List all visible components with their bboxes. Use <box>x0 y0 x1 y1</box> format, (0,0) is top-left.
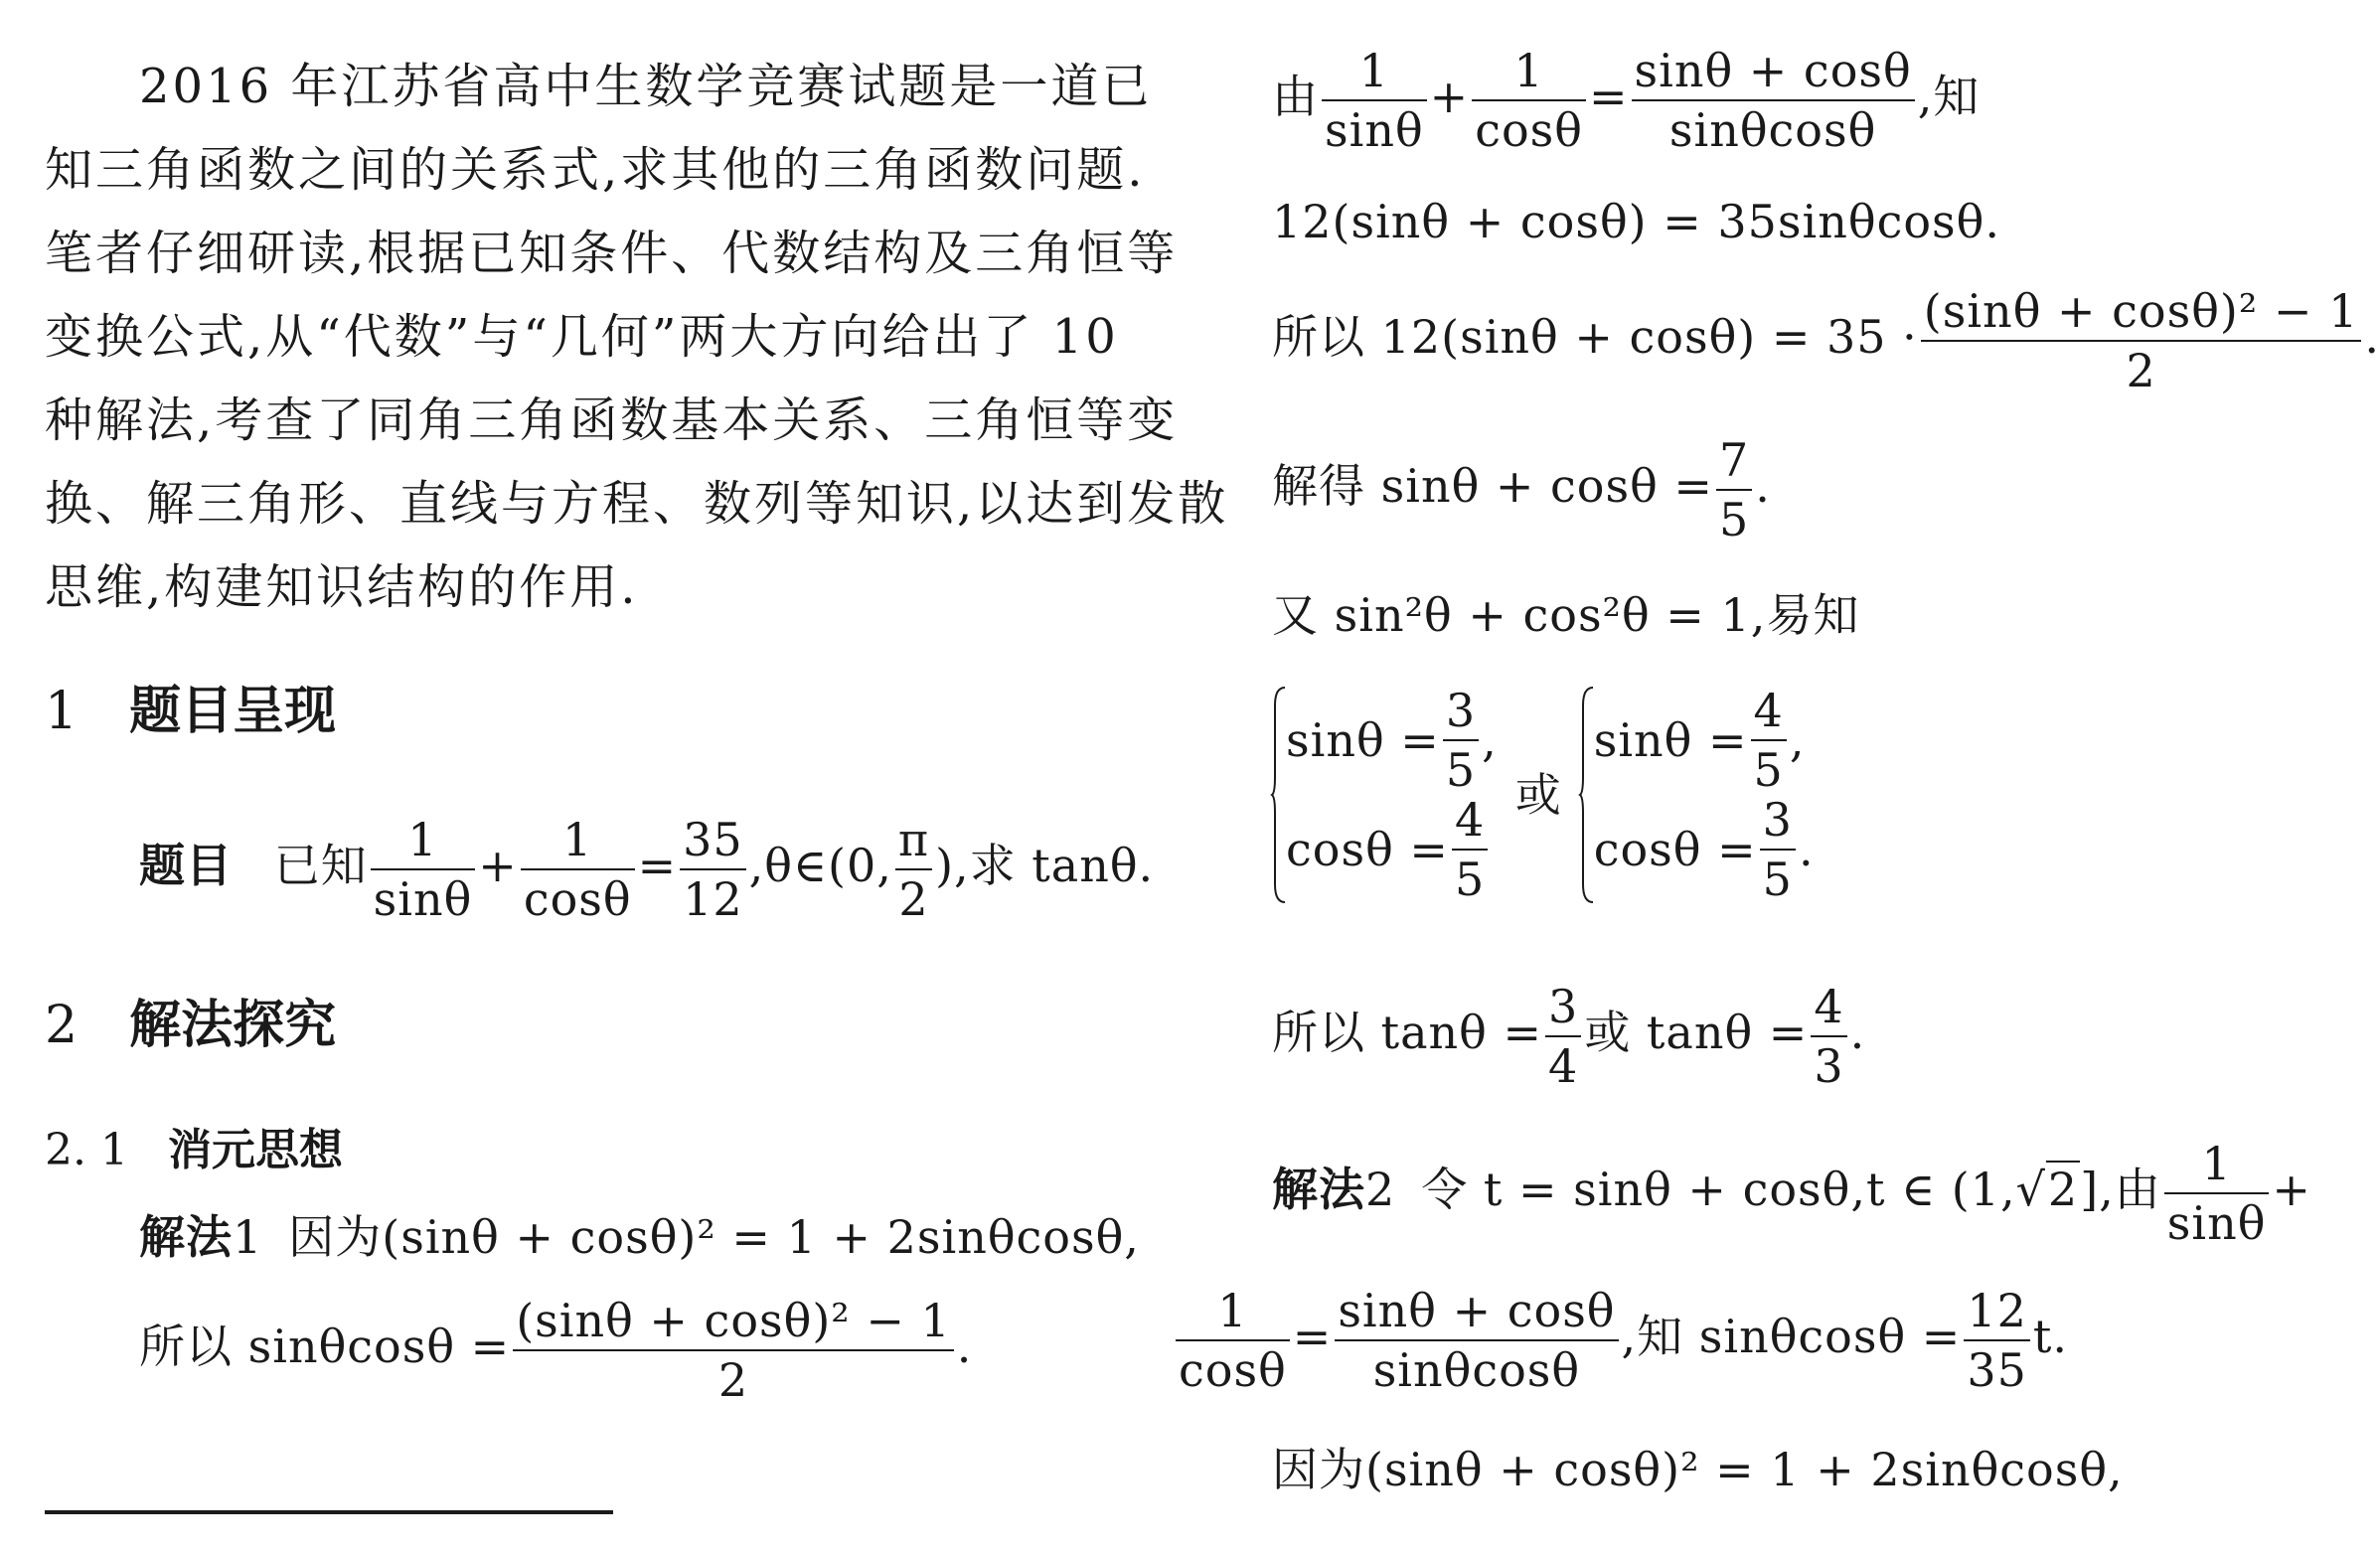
section-title: 解法探究 <box>129 996 337 1055</box>
section-heading-1 <box>45 682 337 741</box>
equation-systems <box>1272 686 1815 904</box>
intro-line: 思维,构建知识结构的作用. <box>45 559 639 615</box>
intro-line: 种解法,考查了同角三角函数基本关系、三角恒等变 <box>45 392 1179 448</box>
fraction: $\frac{\text{(sinθ + cosθ)² − 1}}{2}$ <box>1921 288 2362 393</box>
fraction: $\frac{4}{3}$ <box>1811 984 1846 1089</box>
operator: = <box>637 839 678 892</box>
fraction: $\frac{\sin\theta + \cos\theta}{\sin\theta\cos\theta}$ <box>1632 48 1915 153</box>
right-line-1: 由 $\frac{1}{\sin\theta}$ + $\frac{1}{\cos\theta}$ = $\frac{\sin\theta + \cos\theta}{\sin\theta\cos\theta}$ ,知 <box>1272 44 1981 157</box>
problem-statement <box>139 813 1155 926</box>
problem-lead: 已知 <box>273 839 368 892</box>
section-number: 2 <box>45 996 79 1055</box>
left-brace-icon <box>1580 686 1594 904</box>
right-last-line: 因为(sinθ + cosθ)² = 1 + 2sinθcosθ, <box>1272 1443 2124 1496</box>
intro-line: 换、解三角形、直线与方程、数列等知识,以达到发散 <box>45 476 1229 532</box>
system-row: sinθ = $\frac{4}{5}$ , <box>1593 684 1806 797</box>
equation-lead: 所以 sinθcosθ = <box>139 1320 511 1373</box>
sqrt-radicand: 2 <box>2047 1163 2079 1216</box>
system-row: cosθ = $\frac{4}{5}$ <box>1286 795 1498 904</box>
system-1 <box>1272 686 1498 904</box>
system-2 <box>1580 686 1815 904</box>
footnote-rule <box>45 1510 613 1514</box>
sqrt-icon: √ <box>2015 1163 2046 1216</box>
fraction: $\frac{35}{12}$ <box>680 817 746 922</box>
method-label: 解法1 <box>139 1210 263 1264</box>
fraction: $\frac{7}{5}$ <box>1716 437 1752 543</box>
right-line-6: 所以 tanθ = $\frac{3}{4}$ 或 tanθ = $\frac{4}{3}$ . <box>1272 980 1866 1093</box>
problem-label: 题目 <box>139 839 233 892</box>
fraction: $\frac{12}{35}$ <box>1964 1288 2030 1393</box>
equation: 因为(sinθ + cosθ)² = 1 + 2sinθcosθ, <box>288 1210 1140 1264</box>
section-title: 题目呈现 <box>129 682 337 741</box>
system-row: sinθ = $\frac{3}{5}$ , <box>1286 684 1498 797</box>
fraction: $\frac{1}{\sin\theta}$ <box>1322 48 1427 153</box>
method1-line2: 所以 sinθcosθ = $\frac{\text{(sinθ + cosθ)² − 1}}{2}$ . <box>139 1294 973 1407</box>
subsection-number: 2. 1 <box>45 1125 128 1175</box>
left-brace-icon <box>1272 686 1286 904</box>
method2-line2: $\frac{1}{\cos\theta}$ = $\frac{\sin\theta + \cos\theta}{\sin\theta\cos\theta}$ ,知 sinθcosθ = $\frac{12}{35}$ t. <box>1173 1288 2068 1393</box>
fraction: $\frac{3}{4}$ <box>1545 984 1581 1089</box>
intro-line: 变换公式,从“代数”与“几何”两大方向给出了 10 <box>45 309 1119 365</box>
fraction: $\frac{1}{\cos\theta}$ <box>1176 1288 1290 1393</box>
intro-line: 2016 年江苏省高中生数学竞赛试题是一道已 <box>139 59 1153 114</box>
subsection-title: 消元思想 <box>167 1125 343 1175</box>
or-word: 或 <box>1514 768 1562 822</box>
method-label: 解法2 <box>1272 1163 1396 1216</box>
fraction: $\frac{1}{\cos\theta}$ <box>1472 48 1586 153</box>
intro-line: 笔者仔细研读,根据已知条件、代数结构及三角恒等 <box>45 226 1179 281</box>
method2-line1: 解法2 令 t = sinθ + cosθ,t ∈ (1,√2],由 $\frac{1}{\sin\theta}$ + <box>1272 1137 2311 1250</box>
intro-line: 知三角函数之间的关系式,求其他的三角函数问题. <box>45 142 1146 198</box>
right-line-2: 12(sinθ + cosθ) = 35sinθcosθ. <box>1272 195 2000 248</box>
fraction: $\frac{1}{\cos\theta}$ <box>521 817 635 922</box>
section-heading-2 <box>45 996 337 1055</box>
right-line-5: 又 sin²θ + cos²θ = 1,易知 <box>1272 588 1860 642</box>
system-row: cosθ = $\frac{3}{5}$ . <box>1593 793 1815 906</box>
condition-text: ,θ∈(0, <box>748 839 892 892</box>
fraction: $\frac{1}{\sin\theta}$ <box>2164 1141 2270 1246</box>
fraction: $\frac{\pi}{2}$ <box>895 817 932 922</box>
fraction: $\frac{\text{(sinθ + cosθ)² − 1}}{2}$ <box>513 1298 954 1403</box>
fraction: $\frac{1}{\sin\theta}$ <box>371 817 476 922</box>
subsection-heading-2-1 <box>45 1125 343 1175</box>
right-line-3: 所以 12(sinθ + cosθ) = 35 · $\frac{\text{(sinθ + cosθ)² − 1}}{2}$ . <box>1272 284 2380 397</box>
method1-line1 <box>139 1210 1140 1264</box>
fraction: $\frac{\sin\theta + \cos\theta}{\sin\theta\cos\theta}$ <box>1335 1288 1618 1393</box>
operator: + <box>478 839 518 892</box>
problem-tail: ),求 tanθ. <box>935 839 1155 892</box>
right-line-4: 解得 sinθ + cosθ = $\frac{7}{5}$ . <box>1272 433 1771 546</box>
section-number: 1 <box>45 682 79 741</box>
